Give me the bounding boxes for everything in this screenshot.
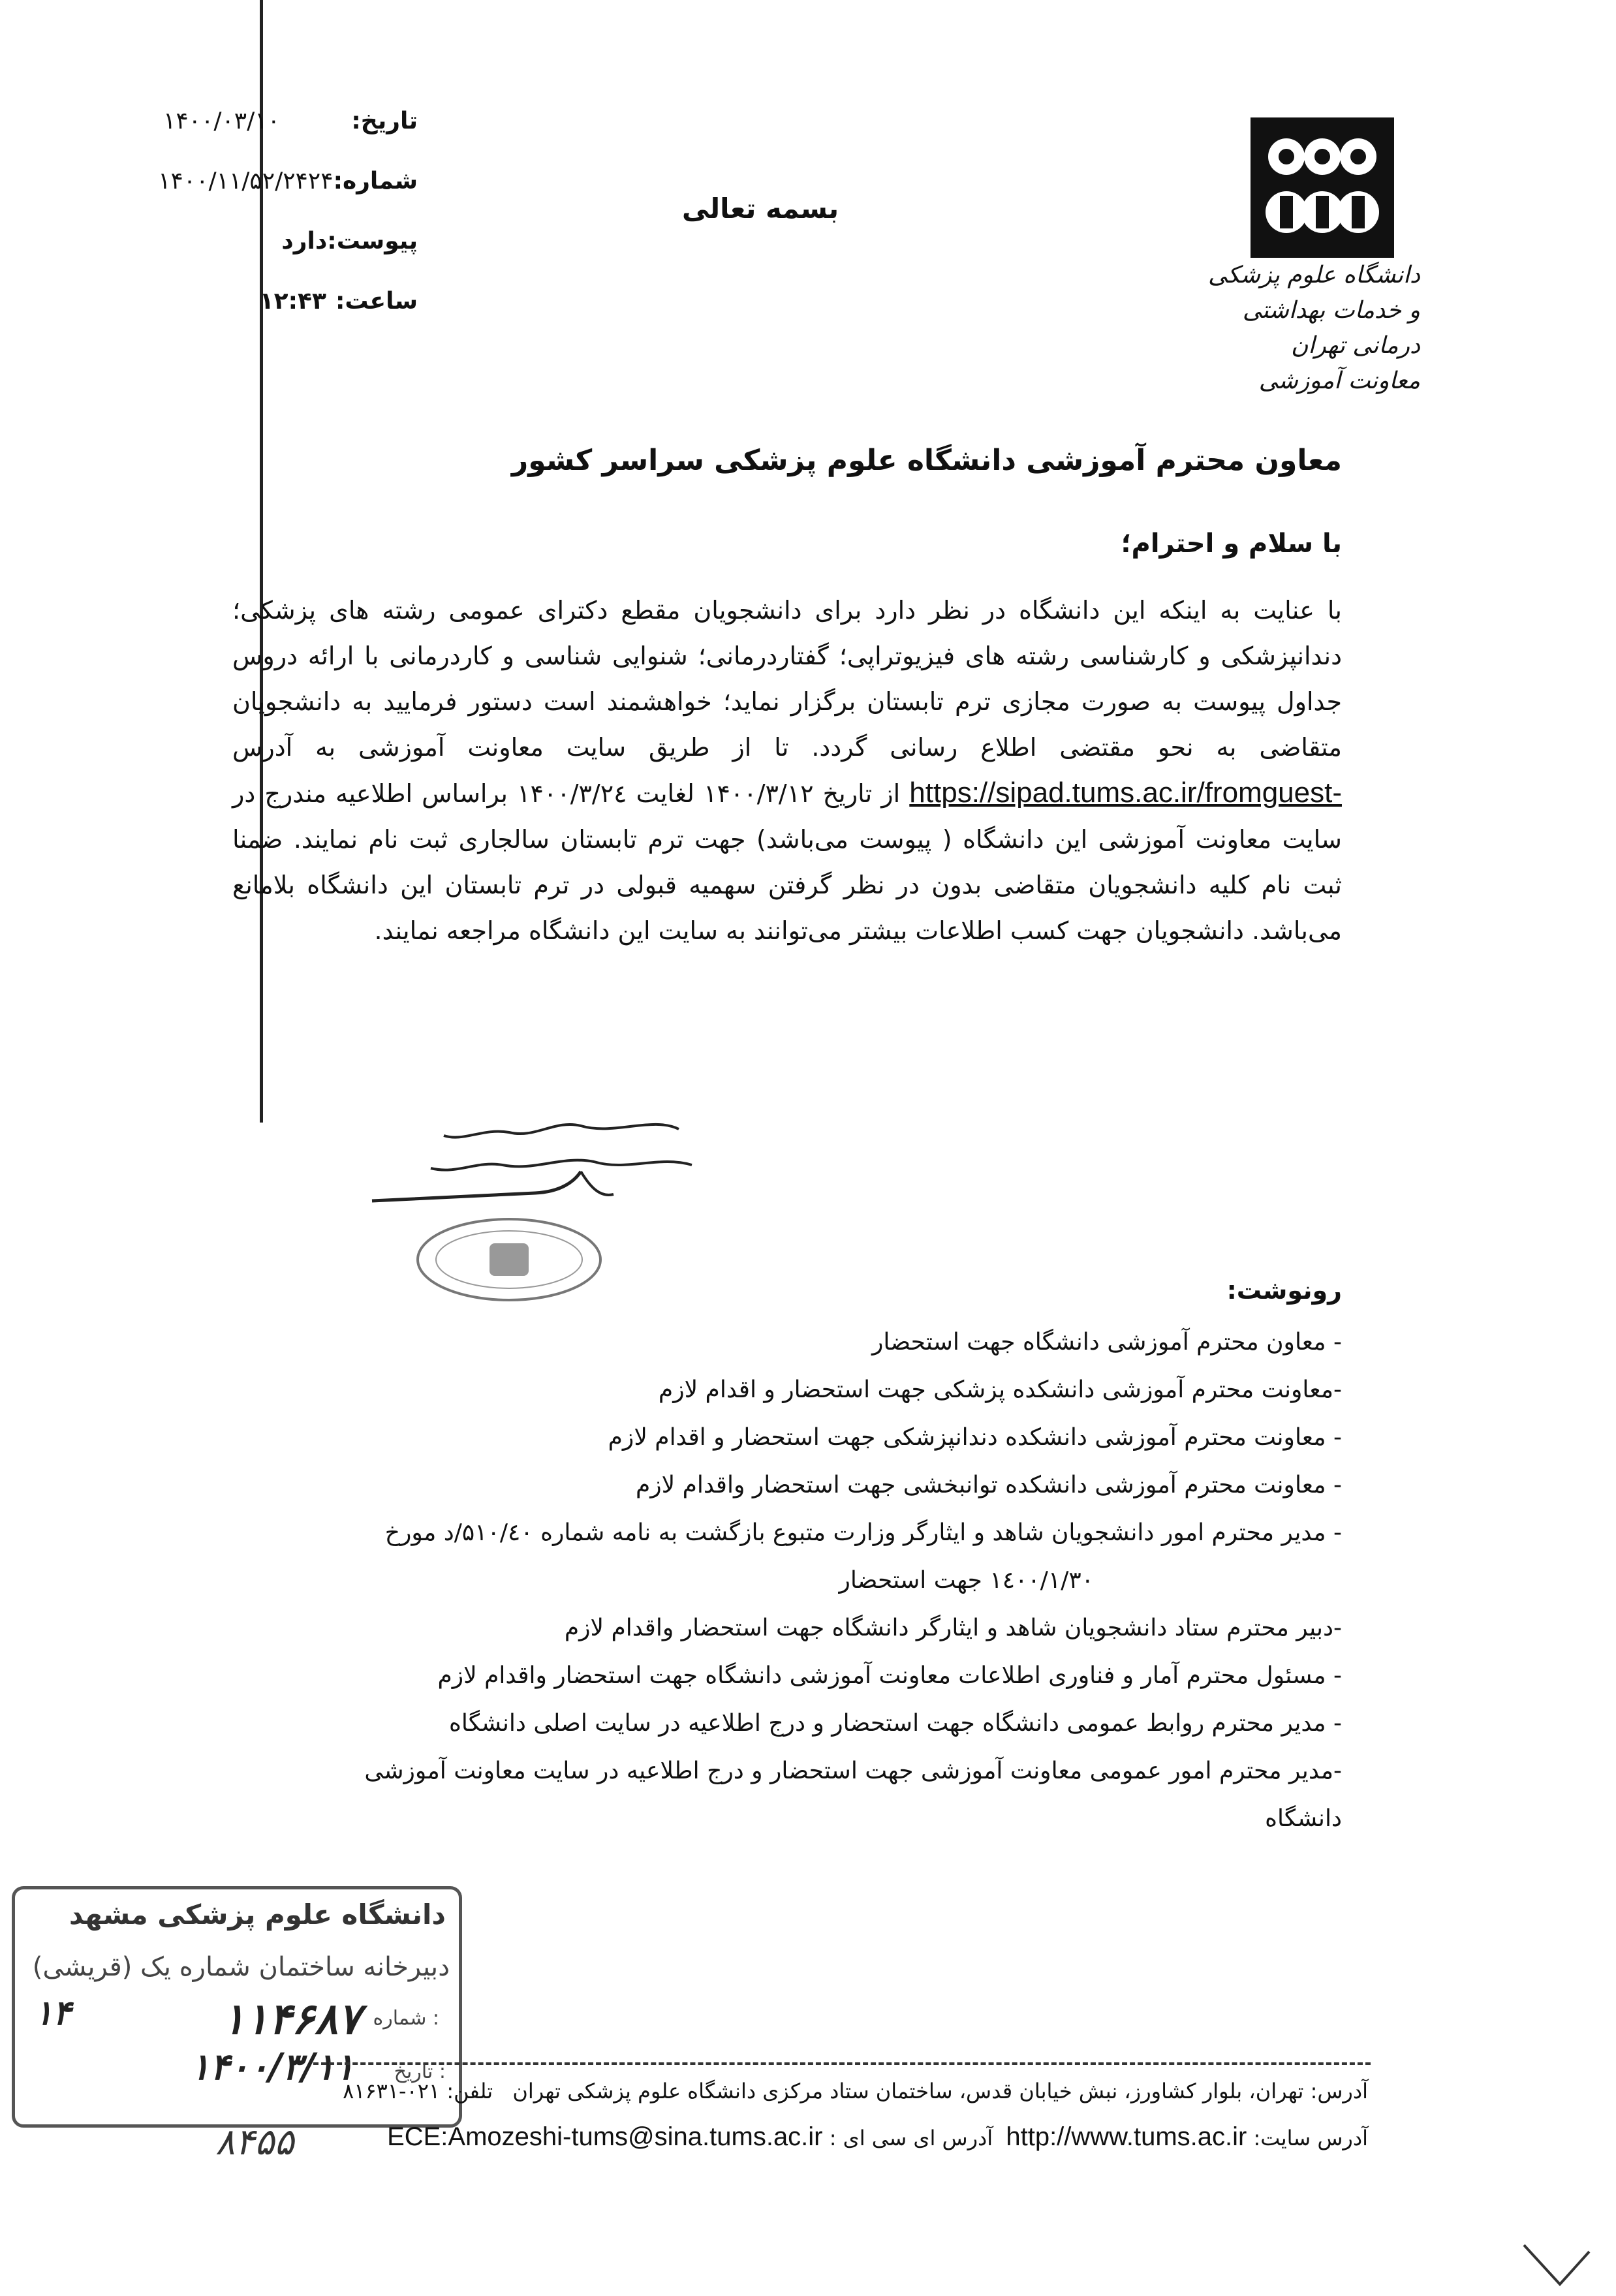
logo-line-3: معاونت آموزشی bbox=[1258, 367, 1420, 394]
logo-caption bbox=[1172, 258, 1420, 399]
cc-item: -دبیر محترم ستاد دانشجویان شاهد و ایثارگر دانشگاه جهت استحضار واقدام لازم bbox=[564, 1615, 1342, 1641]
cc-heading: رونوشت: bbox=[1226, 1276, 1342, 1305]
stamp-date-value: ۱۴۰۰/۳/۱۱ bbox=[190, 2046, 354, 2088]
meta-date: تاریخ: ۱۴۰۰/۰۳/۱۰ bbox=[163, 108, 418, 134]
body-paragraph: با عنایت به اینکه این دانشگاه در نظر دارد برای دانشجویان مقطع دکترای عمومی رشته های پزشکی؛ دندانپزشکی و کارشناسی رشته های فیزیوتراپی؛ گفتاردرمانی؛ شنوایی شناسی و کاردرمانی با ارائه دروس جداول پیوست به صورت مجازی ترم تابستان برگزار نماید؛ خواهشمند است دستور فرمایید به دانشجویان متقاضی به نحو مقتضی اطلاع رسانی گردد. تا از طریق سایت معاونت آموزشی به آدرس https://sipad.tums.ac.ir/fromguest- از تاریخ ۱۴۰۰/۳/۱۲ لغایت ۱۴۰۰/۳/۲٤ براساس اطلاعیه مندرج در سایت معاونت آموزشی این دانشگاه ( پیوست می‌باشد) جهت ترم تابستان سالجاری ثبت نام نمایند. ضمنا ثبت نام کلیه دانشجویان متقاضی بدون در نظر گرفتن سهمیه قبولی در ترم تابستان این دانشگاه بلامانع می‌باشد. دانشجویان جهت کسب اطلاعات بیشتر می‌توانند به سایت این دانشگاه مراجعه نمایند. bbox=[232, 596, 1342, 945]
bismillah-heading: بسمه تعالی bbox=[681, 193, 839, 225]
meta-attachment: پیوست: دارد bbox=[281, 228, 418, 255]
cc-item: -معاونت محترم آموزشی دانشکده پزشکی جهت استحضار و اقدام لازم bbox=[658, 1376, 1342, 1403]
meta-number: شماره: ۱۴۰۰/۱۱/۵۲/۲۴۲۴ bbox=[158, 168, 418, 194]
university-logo-icon bbox=[1251, 117, 1394, 258]
cc-item: - مدیر محترم امور دانشجویان شاهد و ایثارگر وزارت متبوع بازگشت به نامه شماره ۵۱۰/٤۰/د مورخ bbox=[384, 1519, 1342, 1546]
stamp-number-prefix: ۱۴ bbox=[35, 1994, 71, 2033]
cc-item: - معاون محترم آموزشی دانشگاه جهت استحضار bbox=[872, 1329, 1342, 1356]
logo-line-1: دانشگاه علوم پزشکی bbox=[1208, 262, 1420, 288]
logo-line-2: و خدمات بهداشتی درمانی تهران bbox=[1242, 297, 1420, 359]
letter-meta bbox=[158, 91, 418, 332]
meta-time: ساعت: ۱۲:۴۳ bbox=[259, 288, 418, 315]
cc-item: -مدیر محترم امور عمومی معاونت آموزشی جهت استحضار و درج اطلاعیه در سایت معاونت آموزشی bbox=[364, 1758, 1342, 1784]
office-seal-icon bbox=[411, 1214, 607, 1305]
stamp-university: دانشگاه علوم پزشکی مشهد bbox=[69, 1899, 446, 1931]
website-link[interactable]: http://www.tums.ac.ir bbox=[1006, 2122, 1247, 2151]
page-corner-mark-icon bbox=[1521, 2219, 1593, 2291]
cc-item: - معاونت محترم آموزشی دانشکده دندانپزشکی جهت استحضار و اقدام لازم bbox=[608, 1424, 1342, 1451]
stamp-date-label: تاریخ : bbox=[394, 2060, 446, 2083]
footer-contacts: آدرس سایت: http://www.tums.ac.ir آدرس ای سی ای : ECE:Amozeshi-tums@sina.tums.ac.ir bbox=[387, 2122, 1368, 2151]
greeting-line: با سلام و احترام؛ bbox=[1121, 529, 1342, 559]
footer-divider bbox=[313, 2062, 1371, 2065]
footer-address: آدرس: تهران، بلوار کشاورز، نبش خیابان قدس، ساختمان ستاد مرکزی دانشگاه علوم پزشکی تهران تلفن: ۰۲۱-۸۱۶۳۱ bbox=[343, 2079, 1368, 2103]
letter-body bbox=[232, 587, 1342, 954]
handwritten-signature-icon bbox=[365, 1109, 731, 1220]
cc-item: - مسئول محترم آمار و فناوری اطلاعات معاونت آموزشی دانشگاه جهت استحضار واقدام لازم bbox=[437, 1662, 1342, 1689]
cc-item: - مدیر محترم روابط عمومی دانشگاه جهت استحضار و درج اطلاعیه در سایت اصلی دانشگاه bbox=[449, 1710, 1342, 1737]
handwritten-extra-number: ۸۴۵۵ bbox=[215, 2121, 294, 2164]
stamp-office: دبیرخانه ساختمان شماره یک (قریشی) bbox=[32, 1952, 450, 1982]
cc-item: ۱٤۰۰/۱/۳۰ جهت استحضار bbox=[839, 1567, 1094, 1594]
cc-item: دانشگاه bbox=[1265, 1805, 1342, 1832]
recipient-line: معاون محترم آموزشی دانشگاه علوم پزشکی سراسر کشور bbox=[511, 444, 1342, 477]
stamp-number-value: ۱۱۴۶۸۷ bbox=[222, 1994, 361, 2044]
cc-list bbox=[232, 1318, 1342, 1842]
stamp-number-label: شماره : bbox=[373, 2007, 439, 2030]
ece-address[interactable]: ECE:Amozeshi-tums@sina.tums.ac.ir bbox=[387, 2122, 823, 2151]
registration-link[interactable]: https://sipad.tums.ac.ir/fromguest- bbox=[909, 777, 1342, 809]
cc-item: - معاونت محترم آموزشی دانشکده توانبخشی جهت استحضار واقدام لازم bbox=[635, 1472, 1342, 1498]
